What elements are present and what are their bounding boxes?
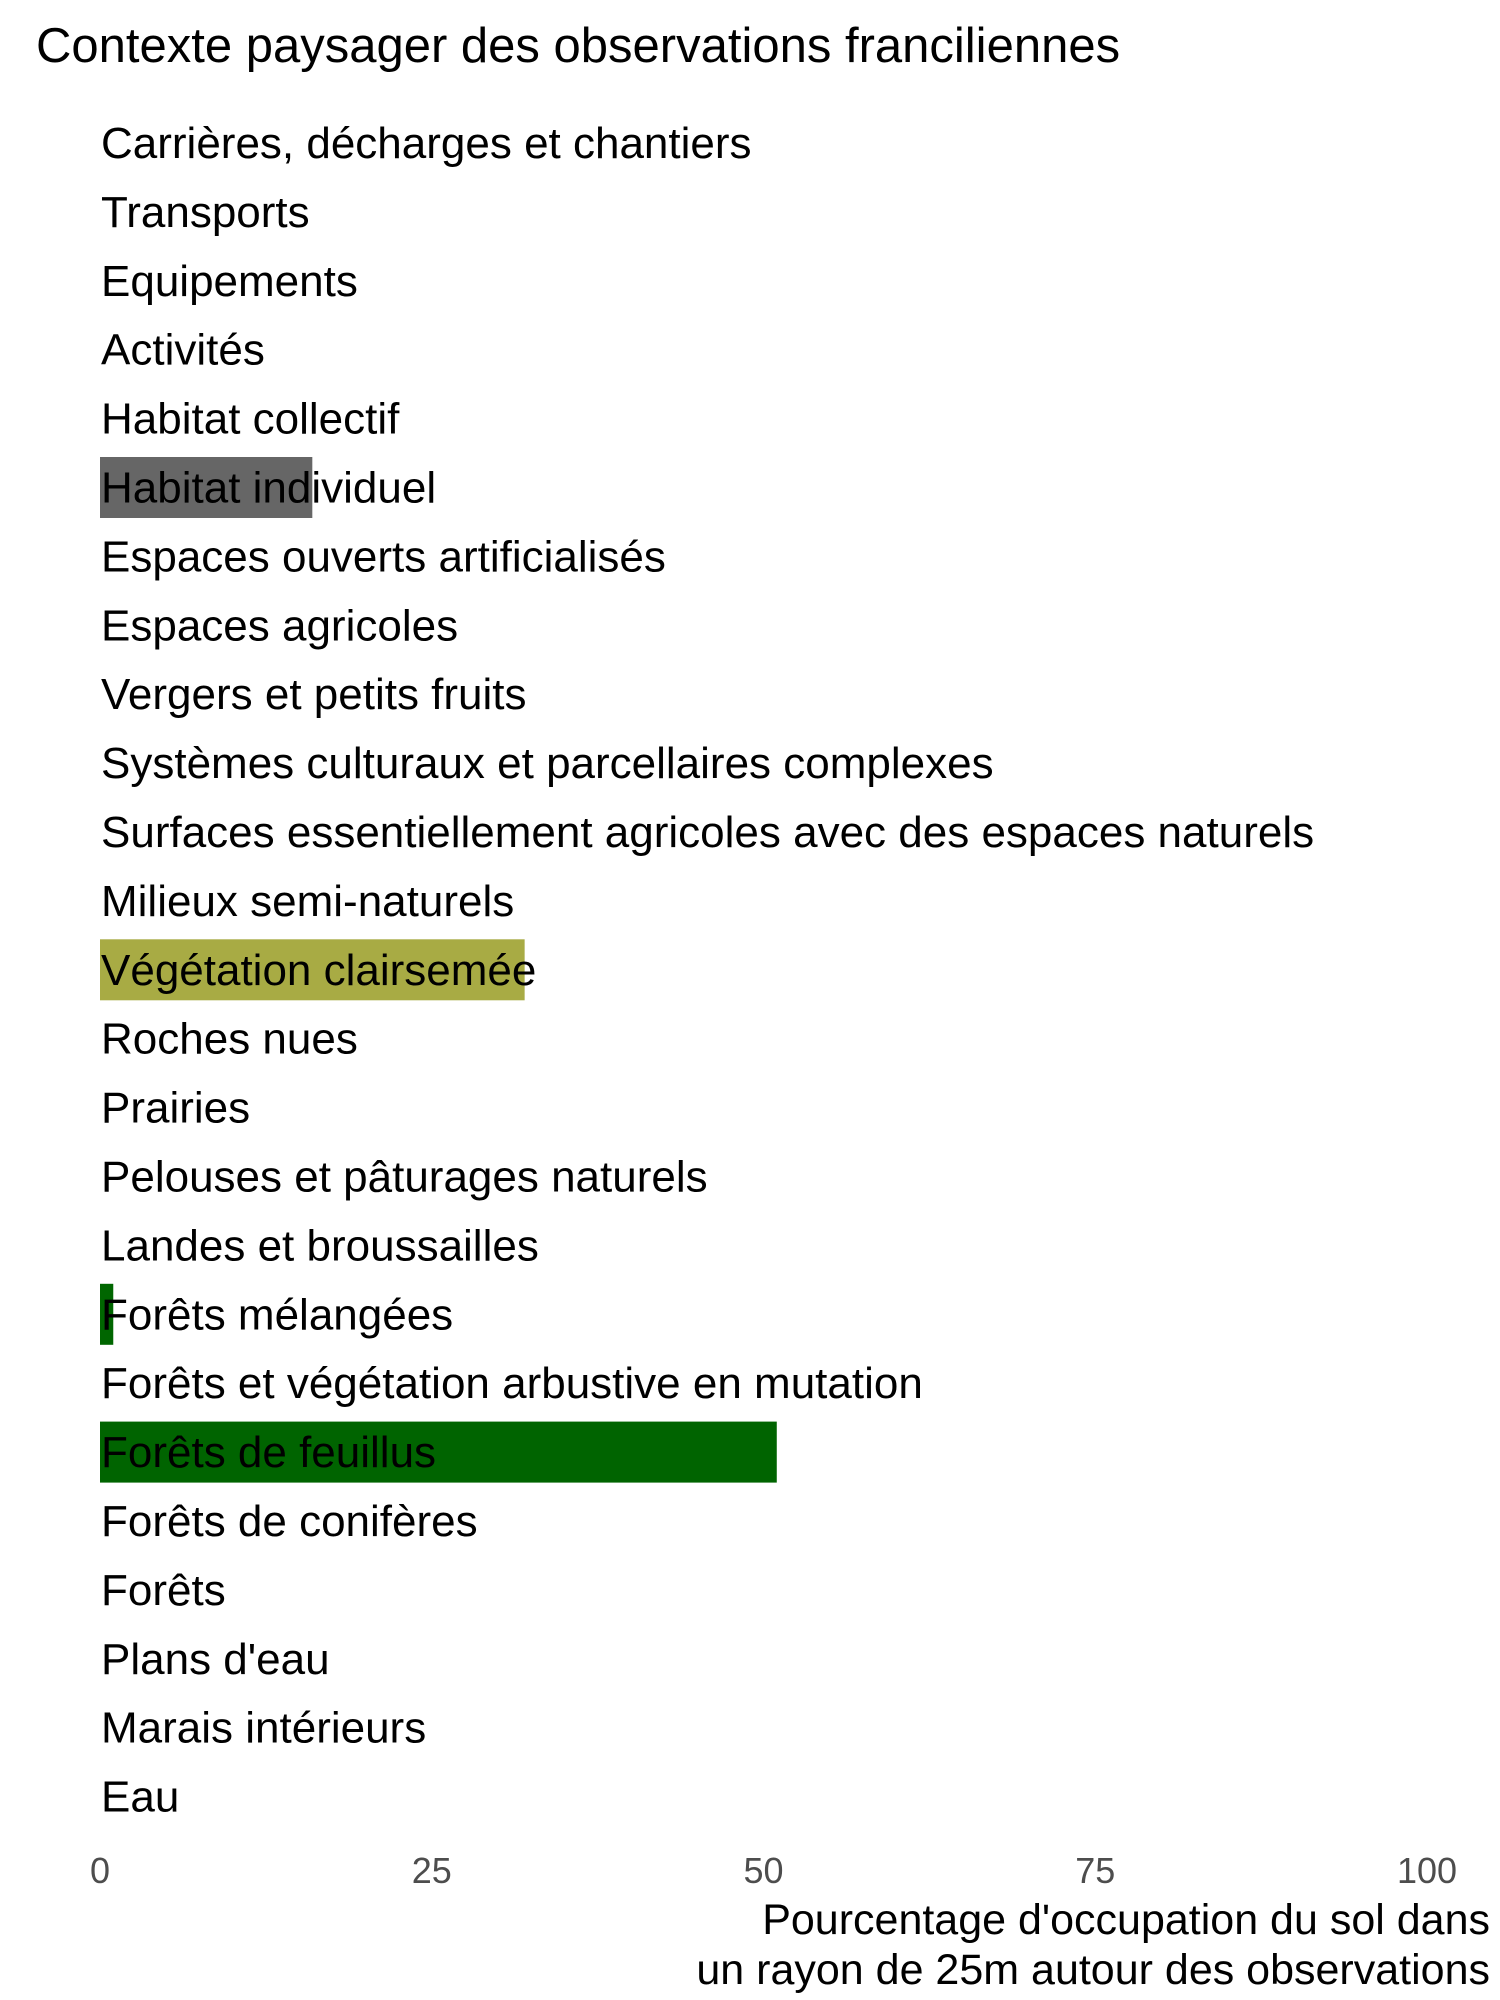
chart-title: Contexte paysager des observations franciliennes bbox=[36, 19, 1121, 73]
category-labels bbox=[101, 119, 1314, 1822]
category-label-habitat-collectif: Habitat collectif bbox=[101, 394, 400, 444]
x-tick-label-50: 50 bbox=[743, 1850, 784, 1891]
category-label-plans-d-eau: Plans d'eau bbox=[101, 1634, 330, 1684]
category-label-surfaces-essentiellement-agricoles-avec-des-espaces-naturels: Surfaces essentiellement agricoles avec des espaces naturels bbox=[101, 808, 1315, 857]
category-label-equipements: Equipements bbox=[101, 256, 358, 306]
category-label-forets-melangees: Forêts mélangées bbox=[101, 1290, 454, 1340]
category-label-forets-et-vegetation-arbustive-en-mutation: Forêts et végétation arbustive en mutation bbox=[101, 1359, 923, 1409]
category-label-vegetation-clairsemee: Végétation clairsemée bbox=[101, 945, 537, 995]
category-label-habitat-individuel: Habitat individuel bbox=[101, 463, 437, 513]
category-label-milieux-semi-naturels: Milieux semi-naturels bbox=[101, 876, 515, 926]
category-label-roches-nues: Roches nues bbox=[101, 1014, 358, 1064]
category-label-carrieres-decharges-et-chantiers: Carrières, décharges et chantiers bbox=[101, 119, 752, 168]
category-label-prairies: Prairies bbox=[101, 1083, 251, 1133]
x-axis-label-line-2: un rayon de 25m autour des observations bbox=[696, 1946, 1490, 1994]
category-label-activites: Activités bbox=[101, 325, 265, 375]
category-label-eau: Eau bbox=[101, 1772, 180, 1822]
category-label-forets-de-coniferes: Forêts de conifères bbox=[101, 1497, 478, 1546]
category-label-espaces-agricoles: Espaces agricoles bbox=[101, 601, 459, 651]
x-axis-ticks bbox=[90, 1850, 1457, 1891]
x-axis-label-line-1: Pourcentage d'occupation du sol dans bbox=[762, 1896, 1490, 1944]
x-tick-label-0: 0 bbox=[89, 1850, 111, 1891]
category-label-espaces-ouverts-artificialises: Espaces ouverts artificialisés bbox=[101, 532, 666, 582]
category-label-marais-interieurs: Marais intérieurs bbox=[101, 1703, 427, 1753]
category-label-forets: Forêts bbox=[101, 1565, 226, 1615]
category-label-forets-de-feuillus: Forêts de feuillus bbox=[101, 1428, 437, 1478]
x-tick-label-75: 75 bbox=[1075, 1850, 1116, 1891]
x-tick-label-100: 100 bbox=[1396, 1850, 1458, 1891]
category-label-vergers-et-petits-fruits: Vergers et petits fruits bbox=[101, 670, 527, 720]
category-label-systemes-culturaux-et-parcellaires-complexes: Systèmes culturaux et parcellaires complexes bbox=[101, 739, 994, 789]
x-tick-label-25: 25 bbox=[411, 1850, 452, 1891]
category-label-transports: Transports bbox=[101, 187, 310, 237]
category-label-landes-et-broussailles: Landes et broussailles bbox=[101, 1221, 539, 1271]
category-label-pelouses-et-paturages-naturels: Pelouses et pâturages naturels bbox=[101, 1152, 708, 1202]
